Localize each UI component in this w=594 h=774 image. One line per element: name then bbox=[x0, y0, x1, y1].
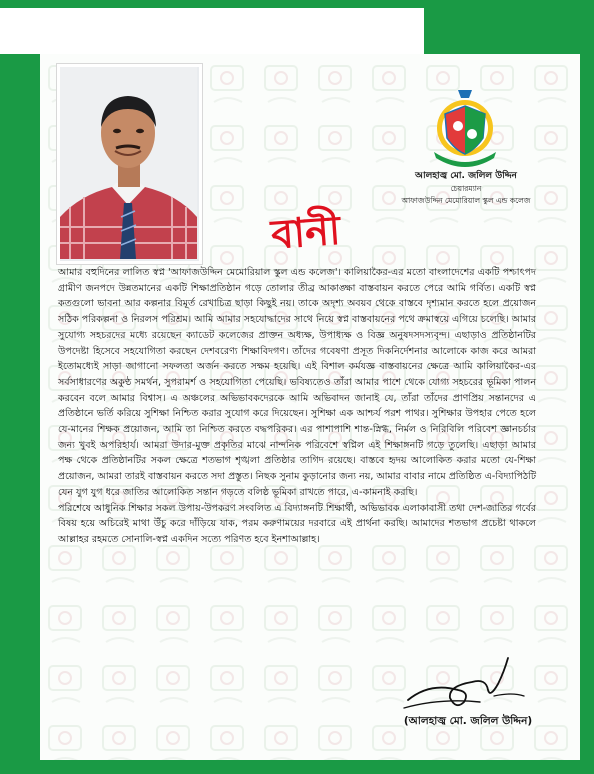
top-band bbox=[0, 0, 594, 54]
school-crest-logo bbox=[428, 86, 502, 168]
chairman-photo-frame bbox=[56, 63, 203, 265]
message-paragraph: আমার বহুদিনের লালিত স্বপ্ন 'আফাজউদ্দিন মেমোরিয়াল স্কুল এন্ড কলেজ'। কালিয়াকৈর-এর মতো বাংলাদেশের একটি পশ্চাৎপদ গ্রামীণ জনপদে উন্নতমানের একটি শিক্ষাপ্রতিষ্ঠান গড়ে তোলার তীব্র আকাঙ্ক্ষা বাস্তবায়ন করতে পেরে আমি গর্বিত। একটি স্বপ্ন কতগুলো ভাবনা আর কল্পনার বিমূর্ত রেখাচিত্র ছাড়া কিছুই নয়। তাকে অদৃশ্য অবয়ব থেকে বাস্তবে দৃশ্যমান করতে হলে প্রয়োজন সঠিক পরিকল্পনা ও নিরলস পরিশ্রম। আমি আমার সহযোদ্ধাদের সাথে নিয়ে স্বপ্ন বাস্তবায়নের পথে ক্রমাস্বয়ে এগিয়ে চলেছি। আমার সুযোগ্য সহচরদের মধ্যে রয়েছেন ক্যাডেট কলেজের প্রাক্তন অধ্যক্ষ, উপাধ্যক্ষ ও বিজ্ঞ অনুষদসদস্যবৃন্দ। এছাড়াও প্রতিষ্ঠানটির উপদেষ্টা হিসেবে সহযোগিতা করছেন দেশবরেণ্য শিক্ষাবিদগণ। তাঁদের গবেষণা প্রসূত দিকনির্দেশনার আলোকে কাজ করে আমরা ইতোমধ্যেই সাড়া জাগানো সফলতা অর্জন করতে সক্ষম হয়েছি। এই বিশাল কর্মযজ্ঞ বাস্তবায়নের ক্ষেত্রে আমি কালিয়াকৈর-এর সর্বসাধারণের অকুণ্ঠ সমর্থন, সুপরামর্শ ও সহযোগিতা পেয়েছি। ভবিষ্যতেও তাঁরা আমার পাশে থেকে যোগ্য সহচরের ভূমিকা পালন করবেন বলে আমার বিশ্বাস। এ অঞ্চলের অভিভাবকদেরকে আমি অভিবাদন জানাই যে, তাঁরা তাঁদের প্রাণপ্রিয় সন্তানদের এ প্রতিষ্ঠানে ভর্তি করিয়ে সুশিক্ষা নিশ্চিত করার সুযোগ করে দিয়েছেন। সুশিক্ষা এক আশ্চর্য পরশ পাথর। সুশিক্ষার উপহার পেতে হলে যে-মানের শিক্ষক প্রয়োজন, আমি তা নিশ্চিত করতে বদ্ধপরিকর। এর পাশাপাশি শান্ত-স্নিগ্ধ, নির্মল ও নিরিবিলি পরিবেশ জ্ঞানচর্চার জন্য খুবই অপরিহার্য। আমরা উদার-মুক্ত প্রকৃতির মাঝে নান্দনিক পরিবেশে স্বপ্নিল এই শিক্ষাঙ্গনটি গড়ে তুলেছি। এছাড়া আমার পক্ষ থেকে প্রতিষ্ঠানটির সকল ক্ষেত্রে শতভাগ শৃঙ্খলা প্রতিষ্ঠার তাগিদ রয়েছে। বাস্তবে হৃদয় আলোকিত করার মতো যে-শিক্ষা প্রয়োজন, আমরা তারই বাস্তবায়ন করতে সদা প্রস্তুত। নিছক সুনাম কুড়ানোর জন্য নয়, আমার বাবার নামে প্রতিষ্ঠিত এ-বিদ্যাপিঠটি যেন যুগ যুগ ধরে জাতির আলোকিত সন্তান গড়তে বলিষ্ঠ ভূমিকা রাখতে পারে, এ-কামনাই করছি। bbox=[58, 267, 536, 498]
signatory-name: (আলহাজ্ব মো. জলিল উদ্দিন) bbox=[403, 715, 533, 727]
message-paragraph: পরিশেষে আধুনিক শিক্ষার সকল উপায়-উপকরণ সংবলিত এ বিদ্যাঙ্গনটি শিক্ষার্থী, অভিভাবক এলাকাবাসী তথা দেশ-জাতির গর্বের বিষয় হয়ে অচিরেই মাথা উঁচু করে দাঁড়িয়ে যাক, পরম করুণাময়ের দরবারে এই প্রার্থনা করছি। আমাদের শতভাগ প্রচেষ্টা থাকলে আল্লাহর রহমতে সোনালি-স্বপ্ন একদিন সত্যে পরিণত হবে ইনশাআল্লাহ। bbox=[58, 502, 536, 545]
heading-text: বানী bbox=[269, 207, 342, 258]
chairman-block bbox=[386, 170, 546, 206]
chairman-name: আলহাজ্ব মো. জলিল উদ্দিন bbox=[415, 171, 517, 181]
handwritten-signature bbox=[400, 652, 540, 714]
chairman-institution: আফাজউদ্দিন মেমোরিয়াল স্কুল এন্ড কলেজ bbox=[401, 196, 531, 205]
chairman-designation: চেয়ারম্যান bbox=[450, 184, 482, 193]
top-right-green-block bbox=[424, 0, 594, 54]
chairman-photo bbox=[60, 67, 199, 261]
message-body bbox=[58, 265, 536, 548]
message-heading bbox=[251, 196, 361, 258]
